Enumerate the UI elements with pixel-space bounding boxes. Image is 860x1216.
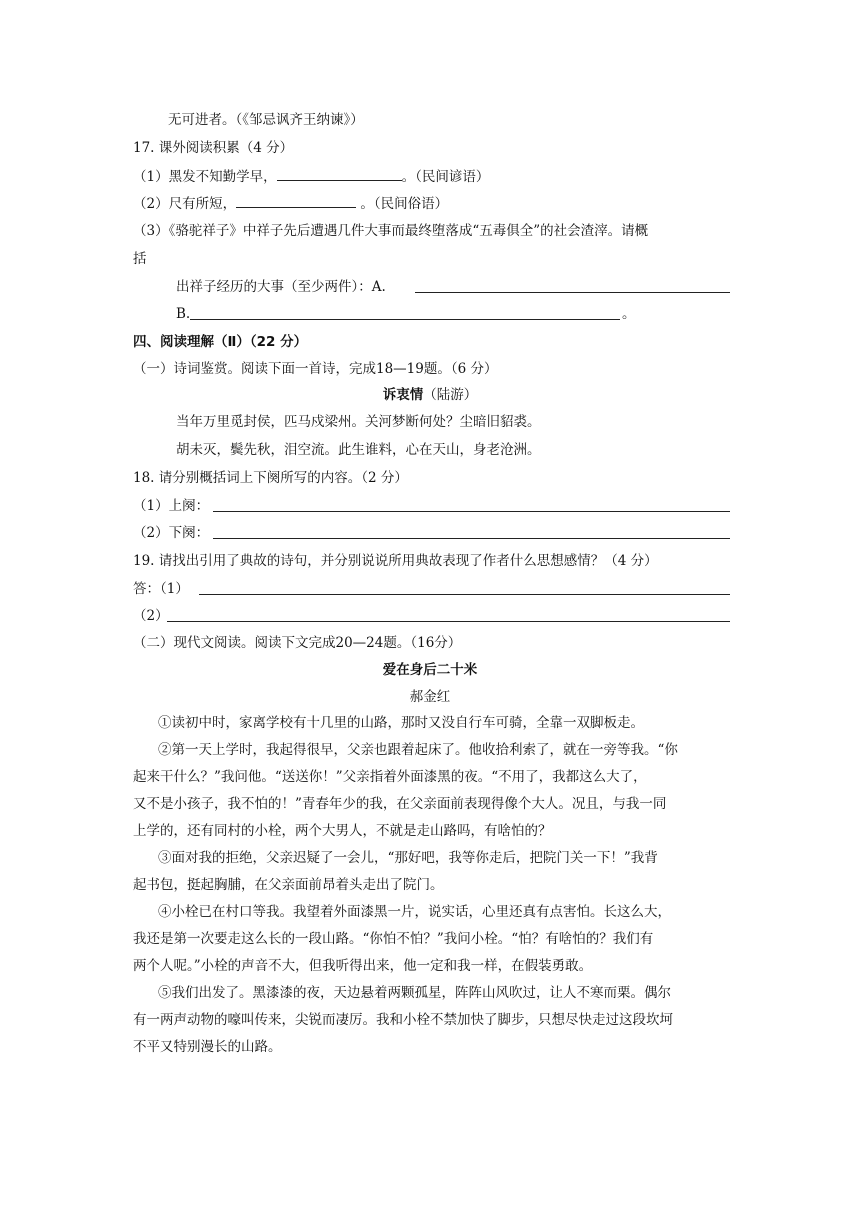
q18-lower-label: （2）下阕： bbox=[133, 525, 210, 541]
q19-answer2-label: （2） bbox=[133, 608, 169, 624]
paragraph-3-line-2: 起书包，挺起胸脯，在父亲面前昂着头走出了院门。 bbox=[133, 877, 444, 893]
paragraph-5-line-1: ⑤我们出发了。黑漆漆的夜，天边悬着两颗孤星，阵阵山风吹过，让人不寒而栗。偶尔 bbox=[158, 985, 671, 1001]
article-title: 爱在身后二十米 bbox=[382, 662, 478, 678]
q19-answer1-blank[interactable] bbox=[199, 594, 730, 595]
q17-item1-prefix: （1）黑发不知勤学早， bbox=[133, 169, 277, 185]
q17-item2-suffix: 。（民间俗语） bbox=[360, 196, 449, 212]
q17-item3-a-blank[interactable] bbox=[415, 292, 730, 293]
paragraph-2-line-3: 又不是小孩子，我不怕的！”青春年少的我，在父亲面前表现得像个大人。况且，与我一同 bbox=[133, 796, 667, 812]
paragraph-4-line-1: ④小栓已在村口等我。我望着外面漆黑一片，说实话，心里还真有点害怕。长这么大， bbox=[158, 904, 671, 920]
part2-intro: （二）现代文阅读。阅读下文完成20—24题。（16分） bbox=[133, 635, 462, 651]
paragraph-5-line-3: 不平又特别漫长的山路。 bbox=[133, 1039, 282, 1055]
poem-line-1: 当年万里觅封侯，匹马戍梁州。关河梦断何处？尘暗旧貂裘。 bbox=[176, 414, 541, 430]
paragraph-5-line-2: 有一两声动物的嚎叫传来，尖锐而凄厉。我和小栓不禁加快了脚步，只想尽快走过这段坎坷 bbox=[133, 1012, 673, 1028]
q17-title: 17. 课外阅读积累（4 分） bbox=[133, 140, 294, 156]
q17-item1-suffix: 。（民间谚语） bbox=[401, 169, 490, 185]
article-author: 郝金红 bbox=[409, 689, 451, 705]
section4-title: 四、阅读理解（Ⅱ）（22 分） bbox=[133, 334, 308, 350]
q16-tail-text: 无可进者。（《邹忌讽齐王纳谏》） bbox=[168, 112, 364, 128]
poem-author: （陆游） bbox=[423, 387, 478, 403]
q19-title: 19. 请找出引用了典故的诗句，并分别说说所用典故表现了作者什么思想感情？（4 分） bbox=[133, 553, 658, 569]
q18-upper-label: （1）上阕： bbox=[133, 498, 210, 514]
poem-heading bbox=[0, 385, 860, 405]
q17-item3-a bbox=[176, 277, 386, 297]
q17-item3-a-label: 出祥子经历的大事（至少两件）：A. bbox=[176, 279, 386, 295]
poem-title: 诉衷情 bbox=[382, 387, 424, 403]
q18-title: 18. 请分别概括词上下阕所写的内容。（2 分） bbox=[133, 470, 408, 486]
q17-item1 bbox=[133, 166, 489, 187]
q18-lower-blank[interactable] bbox=[213, 538, 730, 539]
q17-item3-b-blank[interactable] bbox=[190, 319, 620, 320]
paragraph-1: ①读初中时，家离学校有十几里的山路，那时又没自行车可骑，全靠一双脚板走。 bbox=[158, 715, 644, 731]
q17-item3-end: 。 bbox=[622, 306, 636, 322]
part1-intro: （一）诗词鉴赏。阅读下面一首诗，完成18—19题。（6 分） bbox=[133, 361, 498, 377]
q19-answer2-blank[interactable] bbox=[167, 621, 730, 622]
q17-item3-line2: 括 bbox=[133, 251, 147, 267]
q17-item1-blank[interactable] bbox=[277, 166, 402, 181]
paragraph-4-line-3: 两个人呢。”小栓的声音不大，但我听得出来，他一定和我一样，在假装勇敢。 bbox=[133, 958, 593, 974]
q17-item2 bbox=[133, 193, 448, 214]
q17-item2-blank[interactable] bbox=[236, 193, 356, 208]
q18-upper-blank[interactable] bbox=[213, 511, 730, 512]
q17-item3-b-label: B. bbox=[176, 306, 191, 322]
paragraph-4-line-2: 我还是第一次要走这么长的一段山路。“你怕不怕？”我问小栓。“怕？有啥怕的？我们有 bbox=[133, 931, 654, 947]
q17-item2-prefix: （2）尺有所短， bbox=[133, 196, 237, 212]
q19-answer1-label: 答：（1） bbox=[133, 581, 189, 597]
paragraph-2-line-4: 上学的，还有同村的小栓，两个大男人，不就是走山路吗，有啥怕的？ bbox=[133, 823, 552, 839]
paragraph-2-line-2: 起来干什么？”我问他。“送送你！”父亲指着外面漆黑的夜。“不用了，我都这么大了， bbox=[133, 769, 647, 785]
paragraph-3-line-1: ③面对我的拒绝，父亲迟疑了一会儿，“那好吧，我等你走后，把院门关一下！”我背 bbox=[158, 850, 658, 866]
poem-line-2: 胡未灭，鬓先秋，泪空流。此生谁料，心在天山，身老沧洲。 bbox=[176, 442, 541, 458]
paragraph-2-line-1: ②第一天上学时，我起得很早，父亲也跟着起床了。他收拾利索了，就在一旁等我。“你 bbox=[158, 742, 678, 758]
q17-item3-line1: （3）《骆驼祥子》中祥子先后遭遇几件大事而最终堕落成“五毒俱全”的社会渣滓。请概 bbox=[133, 223, 649, 239]
